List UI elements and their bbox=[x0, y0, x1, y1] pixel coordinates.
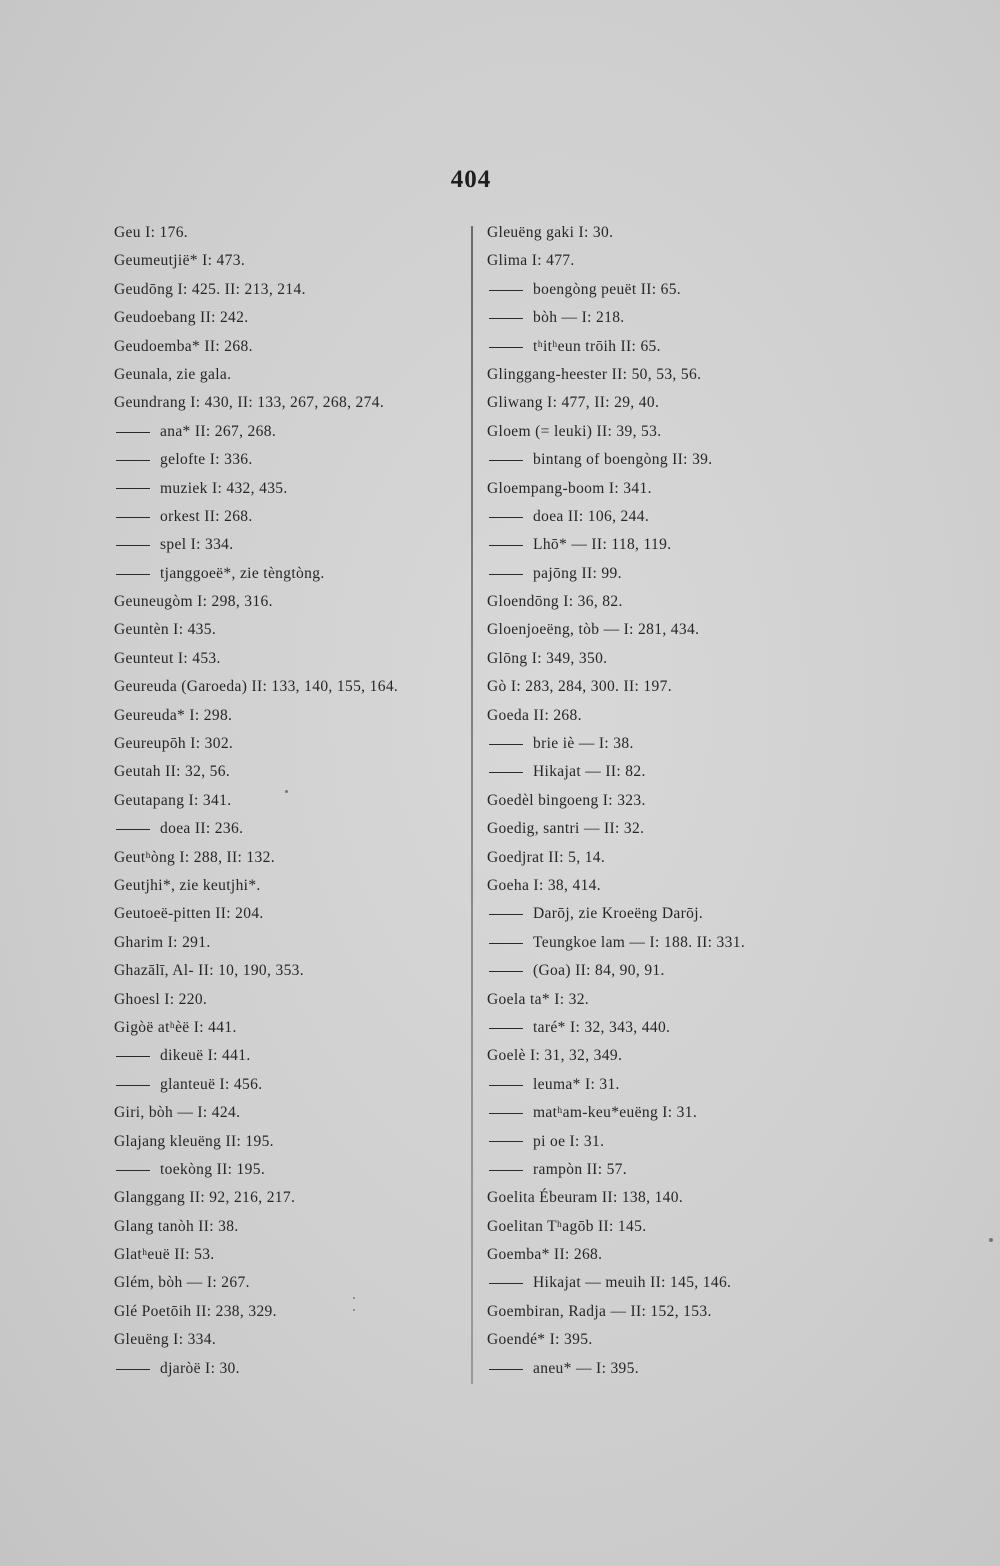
entry-text: Gliwang I: 477, II: 29, 40. bbox=[487, 394, 660, 412]
index-subentry bbox=[487, 730, 887, 758]
left-column bbox=[114, 219, 469, 1383]
entry-text: Hikajat — II: 82. bbox=[533, 763, 646, 781]
entry-text: Gloem (= leuki) II: 39, 53. bbox=[487, 422, 662, 440]
entry-text: bòh — I: 218. bbox=[533, 309, 625, 327]
ditto-dash bbox=[489, 772, 523, 773]
entry-text: Geudoemba* II: 268. bbox=[114, 337, 253, 355]
entry-text: dikeuë I: 441. bbox=[160, 1047, 251, 1065]
print-speck bbox=[285, 790, 288, 793]
entry-text: tjanggoeë*, zie tèngtòng. bbox=[160, 564, 325, 582]
index-entry bbox=[487, 475, 887, 503]
index-entry bbox=[487, 247, 887, 275]
entry-text: muziek I: 432, 435. bbox=[160, 479, 288, 497]
entry-text: Lhō* — II: 118, 119. bbox=[533, 536, 672, 554]
entry-text: Gleuëng gaki I: 30. bbox=[487, 224, 614, 241]
print-speck bbox=[989, 1238, 993, 1242]
ditto-dash bbox=[489, 971, 523, 972]
entry-text: Goedjrat II: 5, 14. bbox=[487, 848, 606, 866]
index-subentry bbox=[114, 560, 469, 588]
ditto-dash bbox=[116, 1170, 150, 1171]
entry-text: Ghazālī, Al- II: 10, 190, 353. bbox=[114, 962, 305, 980]
index-entry bbox=[114, 702, 469, 730]
ditto-dash bbox=[116, 432, 150, 433]
entry-text: aneu* — I: 395. bbox=[533, 1359, 639, 1377]
index-entry bbox=[114, 844, 469, 872]
ditto-dash bbox=[489, 290, 523, 291]
entry-text: bintang of boengòng II: 39. bbox=[533, 451, 713, 469]
entry-text: Glatʰeuë II: 53. bbox=[114, 1246, 215, 1264]
index-entry bbox=[114, 1326, 469, 1354]
ditto-dash bbox=[489, 1141, 523, 1142]
entry-text: Goeda II: 268. bbox=[487, 706, 582, 724]
entry-text: doea II: 236. bbox=[160, 820, 244, 838]
entry-text: Glanggang II: 92, 216, 217. bbox=[114, 1189, 296, 1207]
ditto-dash bbox=[489, 1085, 523, 1086]
ditto-dash bbox=[489, 744, 523, 745]
index-subentry bbox=[487, 333, 887, 361]
index-entry bbox=[487, 361, 887, 389]
entry-text: orkest II: 268. bbox=[160, 507, 253, 525]
page-number bbox=[0, 166, 1000, 194]
index-entry bbox=[487, 389, 887, 417]
entry-text: pi oe I: 31. bbox=[533, 1132, 605, 1150]
ditto-dash bbox=[489, 318, 523, 319]
entry-text: Goelita Ébeuram II: 138, 140. bbox=[487, 1189, 684, 1207]
index-subentry bbox=[487, 560, 887, 588]
index-entry bbox=[114, 616, 469, 644]
entry-text: Teungkoe lam — I: 188. II: 331. bbox=[533, 933, 746, 951]
index-entry bbox=[114, 588, 469, 616]
entry-text: djaròë I: 30. bbox=[160, 1359, 240, 1377]
index-subentry bbox=[487, 1014, 887, 1042]
entry-text: Gò I: 283, 284, 300. II: 197. bbox=[487, 678, 672, 696]
index-subentry bbox=[114, 446, 469, 474]
index-entry bbox=[487, 616, 887, 644]
entry-text: Gloempang-boom I: 341. bbox=[487, 479, 652, 497]
index-subentry bbox=[487, 531, 887, 559]
right-column bbox=[487, 219, 887, 1383]
entry-text: doea II: 106, 244. bbox=[533, 507, 650, 525]
index-entry bbox=[487, 1184, 887, 1212]
entry-text: Geunteut I: 453. bbox=[114, 649, 221, 667]
entry-text: Geudoebang II: 242. bbox=[114, 309, 249, 327]
index-entry bbox=[487, 418, 887, 446]
index-subentry bbox=[487, 758, 887, 786]
entry-text: Geundrang I: 430, II: 133, 267, 268, 274. bbox=[114, 394, 385, 412]
index-entry bbox=[114, 247, 469, 275]
index-entry bbox=[114, 1269, 469, 1297]
ditto-dash bbox=[489, 1028, 523, 1029]
index-entry bbox=[487, 645, 887, 673]
column-divider bbox=[471, 226, 473, 1384]
entry-text: (Goa) II: 84, 90, 91. bbox=[533, 962, 665, 980]
index-entry bbox=[487, 872, 887, 900]
index-subentry bbox=[114, 1042, 469, 1070]
entry-text: glanteuë I: 456. bbox=[160, 1075, 263, 1093]
index-subentry bbox=[114, 418, 469, 446]
ditto-dash bbox=[489, 1369, 523, 1370]
entry-text: Gleuëng I: 334. bbox=[114, 1331, 217, 1349]
index-entry bbox=[487, 1042, 887, 1070]
index-entry bbox=[114, 304, 469, 332]
index-entry bbox=[487, 1298, 887, 1326]
ditto-dash bbox=[116, 545, 150, 546]
entry-text: Gloendōng I: 36, 82. bbox=[487, 593, 623, 611]
entry-text: Glima I: 477. bbox=[487, 252, 575, 270]
ditto-dash bbox=[489, 1283, 523, 1284]
entry-text: Gigòë atʰèë I: 441. bbox=[114, 1018, 237, 1036]
entry-text: Goeha I: 38, 414. bbox=[487, 876, 601, 894]
entry-text: ana* II: 267, 268. bbox=[160, 422, 277, 440]
index-entry bbox=[114, 333, 469, 361]
index-entry bbox=[114, 389, 469, 417]
index-entry bbox=[487, 815, 887, 843]
index-entry bbox=[114, 361, 469, 389]
entry-text: Glém, bòh — I: 267. bbox=[114, 1274, 250, 1292]
index-subentry bbox=[487, 1099, 887, 1127]
index-subentry bbox=[114, 1355, 469, 1383]
index-entry bbox=[487, 787, 887, 815]
entry-text: Glé Poetōih II: 238, 329. bbox=[114, 1302, 277, 1320]
entry-text: Ghoesl I: 220. bbox=[114, 990, 208, 1008]
ditto-dash bbox=[489, 460, 523, 461]
index-subentry bbox=[114, 475, 469, 503]
index-subentry bbox=[487, 503, 887, 531]
index-subentry bbox=[487, 1355, 887, 1383]
index-subentry bbox=[114, 531, 469, 559]
page-number-text: 404 bbox=[450, 166, 492, 193]
ditto-dash bbox=[116, 1085, 150, 1086]
entry-text: Gloenjoeëng, tòb — I: 281, 434. bbox=[487, 621, 700, 639]
index-entry bbox=[114, 957, 469, 985]
ditto-dash bbox=[489, 574, 523, 575]
ditto-dash bbox=[489, 914, 523, 915]
index-entry bbox=[114, 758, 469, 786]
entry-text: Darōj, zie Kroeëng Darōj. bbox=[533, 905, 704, 923]
entry-text: Geuneugòm I: 298, 316. bbox=[114, 593, 273, 611]
entry-text: brie iè — I: 38. bbox=[533, 735, 634, 753]
index-entry bbox=[487, 219, 887, 247]
entry-text: Goemba* II: 268. bbox=[487, 1246, 603, 1264]
entry-text: Goedèl bingoeng I: 323. bbox=[487, 791, 646, 809]
entry-text: toekòng II: 195. bbox=[160, 1160, 266, 1178]
ditto-dash bbox=[489, 545, 523, 546]
entry-text: boengòng peuët II: 65. bbox=[533, 280, 682, 298]
entry-text: Geutoeë-pitten II: 204. bbox=[114, 905, 264, 923]
entry-text: Glōng I: 349, 350. bbox=[487, 649, 608, 667]
index-subentry bbox=[487, 1269, 887, 1297]
entry-text: gelofte I: 336. bbox=[160, 451, 253, 469]
entry-text: Geudōng I: 425. II: 213, 214. bbox=[114, 280, 306, 298]
entry-text: Geureupōh I: 302. bbox=[114, 735, 234, 753]
entry-text: Geutah II: 32, 56. bbox=[114, 763, 231, 781]
print-speck bbox=[353, 1309, 355, 1311]
index-subentry bbox=[487, 304, 887, 332]
ditto-dash bbox=[116, 517, 150, 518]
entry-text: Geureuda* I: 298. bbox=[114, 706, 233, 724]
entry-text: rampòn II: 57. bbox=[533, 1160, 628, 1178]
index-subentry bbox=[487, 446, 887, 474]
index-entry bbox=[114, 787, 469, 815]
index-entry bbox=[114, 1213, 469, 1241]
index-entry bbox=[114, 986, 469, 1014]
entry-text: leuma* I: 31. bbox=[533, 1075, 620, 1093]
entry-text: Geutapang I: 341. bbox=[114, 791, 232, 809]
entry-text: Goela ta* I: 32. bbox=[487, 990, 590, 1008]
index-entry bbox=[114, 276, 469, 304]
entry-text: Geutjhi*, zie keutjhi*. bbox=[114, 876, 261, 894]
index-subentry bbox=[487, 900, 887, 928]
index-entry bbox=[114, 1099, 469, 1127]
print-speck bbox=[353, 1297, 355, 1299]
entry-text: Gharim I: 291. bbox=[114, 933, 211, 951]
index-subentry bbox=[487, 929, 887, 957]
index-entry bbox=[114, 1128, 469, 1156]
index-entry bbox=[114, 1298, 469, 1326]
index-subentry bbox=[114, 503, 469, 531]
ditto-dash bbox=[116, 574, 150, 575]
index-entry bbox=[114, 219, 469, 247]
index-subentry bbox=[487, 276, 887, 304]
entry-text: Glajang kleuëng II: 195. bbox=[114, 1132, 274, 1150]
ditto-dash bbox=[489, 1170, 523, 1171]
ditto-dash bbox=[116, 460, 150, 461]
index-subentry bbox=[114, 1156, 469, 1184]
entry-text: Geunala, zie gala. bbox=[114, 365, 232, 383]
entry-text: pajōng II: 99. bbox=[533, 564, 622, 582]
index-subentry bbox=[114, 1071, 469, 1099]
entry-text: spel I: 334. bbox=[160, 536, 234, 554]
index-subentry bbox=[114, 815, 469, 843]
index-entry bbox=[487, 1213, 887, 1241]
index-entry bbox=[114, 929, 469, 957]
entry-text: Geuntèn I: 435. bbox=[114, 621, 217, 639]
entry-text: tʰitʰeun trōih II: 65. bbox=[533, 337, 661, 355]
entry-text: Giri, bòh — I: 424. bbox=[114, 1104, 241, 1122]
ditto-dash bbox=[116, 488, 150, 489]
entry-text: Glinggang-heester II: 50, 53, 56. bbox=[487, 365, 702, 383]
entry-text: Goelè I: 31, 32, 349. bbox=[487, 1047, 623, 1065]
entry-text: taré* I: 32, 343, 440. bbox=[533, 1018, 671, 1036]
entry-text: Geureuda (Garoeda) II: 133, 140, 155, 164. bbox=[114, 678, 399, 696]
entry-text: Geutʰòng I: 288, II: 132. bbox=[114, 848, 275, 866]
index-entry bbox=[487, 1241, 887, 1269]
entry-text: Goembiran, Radja — II: 152, 153. bbox=[487, 1302, 712, 1320]
entry-text: Goelitan Tʰagōb II: 145. bbox=[487, 1217, 647, 1235]
entry-text: Geu I: 176. bbox=[114, 224, 189, 241]
index-entry bbox=[487, 1326, 887, 1354]
entry-text: Goedig, santri — II: 32. bbox=[487, 820, 645, 838]
entry-text: Geumeutjië* I: 473. bbox=[114, 252, 246, 270]
ditto-dash bbox=[116, 1056, 150, 1057]
ditto-dash bbox=[489, 1113, 523, 1114]
index-entry bbox=[114, 1014, 469, 1042]
entry-text: Goendé* I: 395. bbox=[487, 1331, 593, 1349]
ditto-dash bbox=[116, 829, 150, 830]
entry-text: matʰam-keu*euëng I: 31. bbox=[533, 1104, 698, 1122]
index-entry bbox=[114, 730, 469, 758]
index-entry bbox=[487, 986, 887, 1014]
ditto-dash bbox=[489, 517, 523, 518]
index-entry bbox=[487, 673, 887, 701]
index-subentry bbox=[487, 957, 887, 985]
index-entry bbox=[114, 673, 469, 701]
ditto-dash bbox=[489, 943, 523, 944]
index-subentry bbox=[487, 1128, 887, 1156]
ditto-dash bbox=[489, 347, 523, 348]
index-entry bbox=[487, 588, 887, 616]
ditto-dash bbox=[116, 1369, 150, 1370]
entry-text: Glang tanòh II: 38. bbox=[114, 1217, 239, 1235]
index-entry bbox=[114, 1241, 469, 1269]
index-subentry bbox=[487, 1156, 887, 1184]
index-entry bbox=[114, 645, 469, 673]
index-subentry bbox=[487, 1071, 887, 1099]
index-entry bbox=[487, 702, 887, 730]
entry-text: Hikajat — meuih II: 145, 146. bbox=[533, 1274, 732, 1292]
index-entry bbox=[114, 872, 469, 900]
index-entry bbox=[114, 1184, 469, 1212]
index-entry bbox=[487, 844, 887, 872]
index-entry bbox=[114, 900, 469, 928]
